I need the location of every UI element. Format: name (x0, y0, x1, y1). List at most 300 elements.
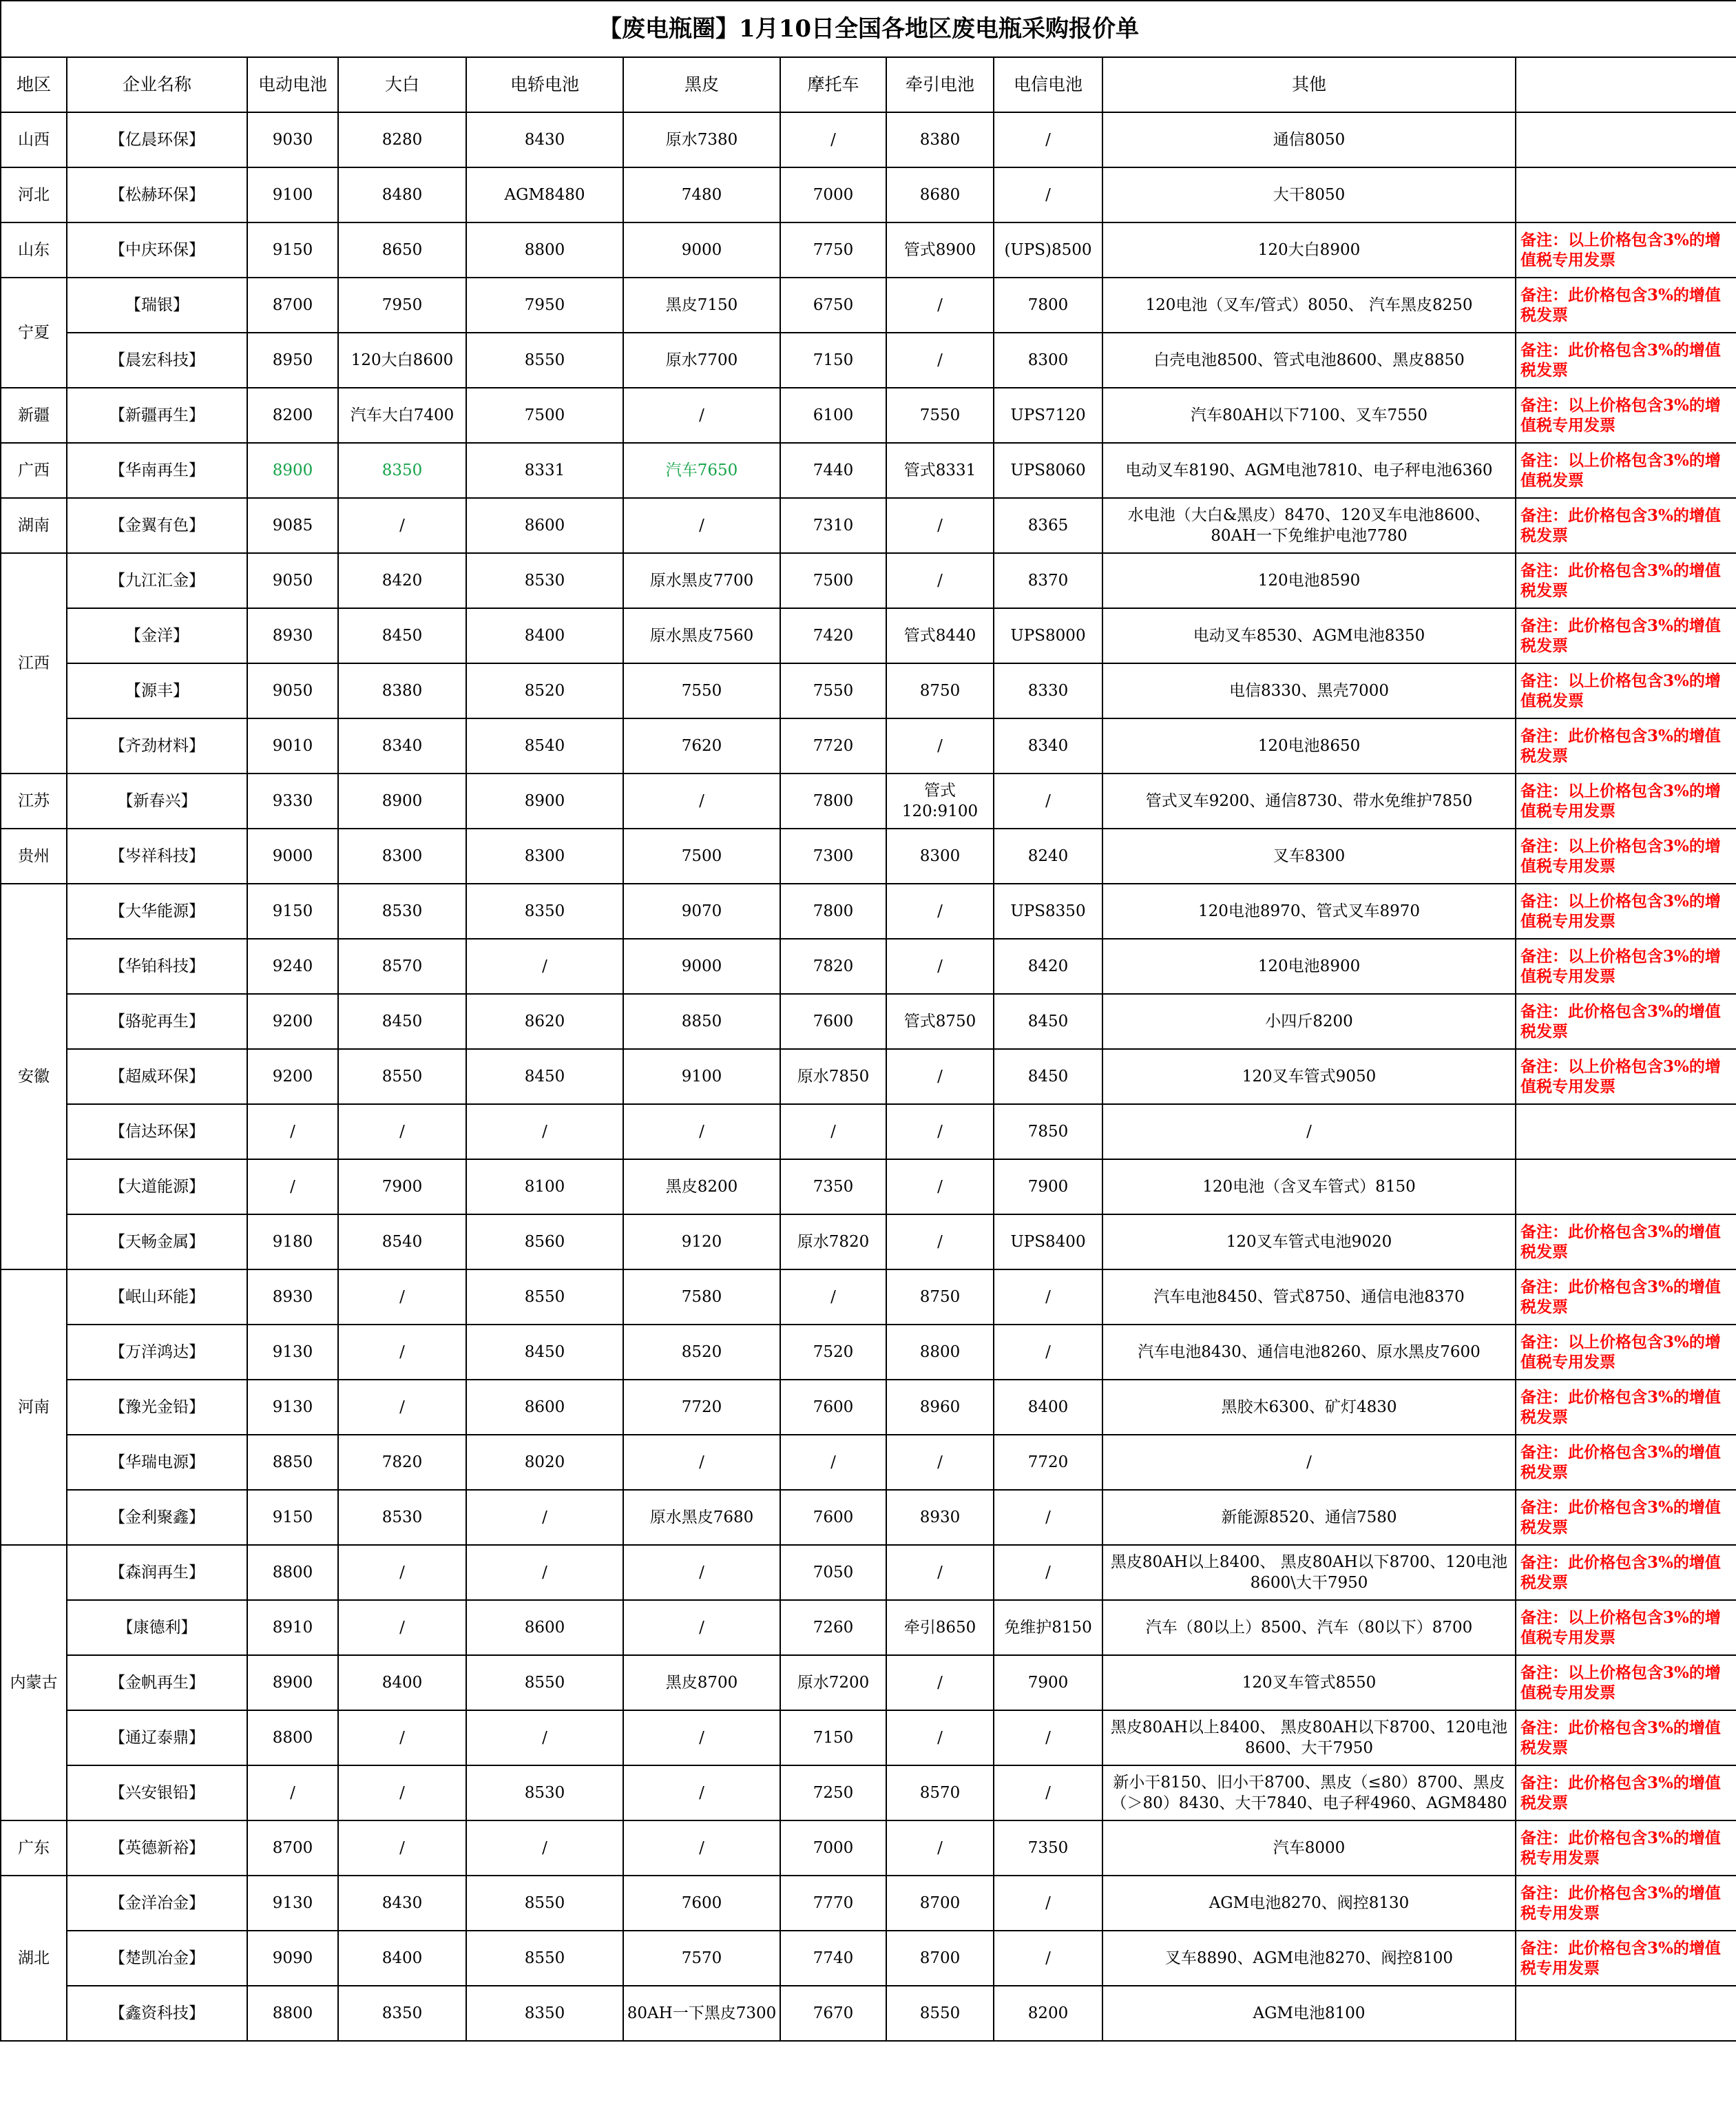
table-row (1, 884, 1736, 939)
cell-motorcycle: 原水7850 (780, 1049, 886, 1104)
cell-region: 湖北 (1, 1876, 67, 2041)
cell-motorcycle: 7600 (780, 1380, 886, 1435)
cell-car-battery: / (466, 1820, 623, 1876)
cell-motorcycle: 7550 (780, 663, 886, 718)
cell-ev-battery: 9150 (247, 884, 338, 939)
cell-note: 备注：以上价格包含3%的增值税专用发票 (1516, 1600, 1736, 1655)
cell-car-battery: 8560 (466, 1214, 623, 1269)
cell-motorcycle: 7050 (780, 1545, 886, 1600)
table-row (1, 1104, 1736, 1159)
cell-ev-battery: 9130 (247, 1380, 338, 1435)
header-heipi: 黑皮 (623, 57, 780, 112)
cell-heipi: 原水7700 (623, 333, 780, 388)
cell-telecom: / (994, 112, 1102, 167)
cell-car-battery: / (466, 1490, 623, 1545)
table-row (1, 278, 1736, 333)
table-row (1, 1931, 1736, 1986)
cell-other: 120电池8590 (1102, 553, 1516, 608)
cell-heipi: 7620 (623, 718, 780, 774)
cell-traction: / (886, 939, 994, 994)
cell-dabai: 8420 (338, 553, 466, 608)
header-telecom: 电信电池 (994, 57, 1102, 112)
cell-dabai: 8570 (338, 939, 466, 994)
cell-region: 湖南 (1, 498, 67, 553)
cell-note: 备注：此价格包含3%的增值税发票 (1516, 1545, 1736, 1600)
cell-other: 汽车8000 (1102, 1820, 1516, 1876)
cell-other: 汽车电池8450、管式8750、通信电池8370 (1102, 1269, 1516, 1325)
cell-note (1516, 1104, 1736, 1159)
cell-motorcycle: 7000 (780, 1820, 886, 1876)
table-row (1, 222, 1736, 278)
cell-note: 备注：此价格包含3%的增值税发票 (1516, 1214, 1736, 1269)
cell-telecom: / (994, 1765, 1102, 1820)
cell-note: 备注：以上价格包含3%的增值税专用发票 (1516, 1655, 1736, 1710)
table-row (1, 939, 1736, 994)
cell-telecom: 8200 (994, 1986, 1102, 2041)
cell-car-battery: 8600 (466, 1600, 623, 1655)
cell-other: 小四斤8200 (1102, 994, 1516, 1049)
table-row (1, 388, 1736, 443)
cell-company: 【晨宏科技】 (67, 333, 247, 388)
cell-traction: 8750 (886, 663, 994, 718)
cell-note: 备注：此价格包含3%的增值税专用发票 (1516, 1931, 1736, 1986)
cell-note: 备注：此价格包含3%的增值税发票 (1516, 333, 1736, 388)
cell-note: 备注：以上价格包含3%的增值税专用发票 (1516, 939, 1736, 994)
cell-ev-battery: 9130 (247, 1876, 338, 1931)
cell-other: 汽车80AH以下7100、叉车7550 (1102, 388, 1516, 443)
cell-dabai: 8550 (338, 1049, 466, 1104)
cell-traction: / (886, 1545, 994, 1600)
cell-ev-battery: 9085 (247, 498, 338, 553)
cell-motorcycle: 7250 (780, 1765, 886, 1820)
cell-car-battery: / (466, 939, 623, 994)
table-row (1, 1049, 1736, 1104)
cell-dabai: 8400 (338, 1655, 466, 1710)
cell-telecom: / (994, 1269, 1102, 1325)
cell-company: 【亿晨环保】 (67, 112, 247, 167)
cell-car-battery: 8350 (466, 1986, 623, 2041)
cell-car-battery: 8550 (466, 1931, 623, 1986)
cell-region: 新疆 (1, 388, 67, 443)
cell-car-battery: 7950 (466, 278, 623, 333)
cell-other: 电动叉车8190、AGM电池7810、电子秤电池6360 (1102, 443, 1516, 498)
cell-ev-battery: 8800 (247, 1710, 338, 1765)
cell-heipi: 7600 (623, 1876, 780, 1931)
cell-car-battery: 8450 (466, 1049, 623, 1104)
cell-company: 【金帆再生】 (67, 1655, 247, 1710)
table-row (1, 1876, 1736, 1931)
cell-traction: / (886, 1435, 994, 1490)
cell-heipi: 9120 (623, 1214, 780, 1269)
table-row (1, 167, 1736, 222)
cell-note: 备注：以上价格包含3%的增值税专用发票 (1516, 222, 1736, 278)
table-row (1, 333, 1736, 388)
cell-motorcycle: 6750 (780, 278, 886, 333)
cell-heipi: 原水黑皮7700 (623, 553, 780, 608)
cell-other: 新小干8150、旧小干8700、黑皮（≤80）8700、黑皮（＞80）8430、大干7840、电子秤4960、AGM8480 (1102, 1765, 1516, 1820)
cell-motorcycle: 原水7820 (780, 1214, 886, 1269)
cell-telecom: UPS7120 (994, 388, 1102, 443)
cell-car-battery: AGM8480 (466, 167, 623, 222)
cell-telecom: UPS8000 (994, 608, 1102, 663)
cell-ev-battery: 9010 (247, 718, 338, 774)
cell-ev-battery: 8200 (247, 388, 338, 443)
cell-note: 备注：此价格包含3%的增值税发票 (1516, 1710, 1736, 1765)
cell-note: 备注：此价格包含3%的增值税发票 (1516, 1435, 1736, 1490)
cell-note: 备注：此价格包含3%的增值税发票 (1516, 1490, 1736, 1545)
cell-heipi: 8850 (623, 994, 780, 1049)
cell-dabai: / (338, 1600, 466, 1655)
cell-car-battery: 8020 (466, 1435, 623, 1490)
cell-telecom: 7850 (994, 1104, 1102, 1159)
cell-telecom: UPS8060 (994, 443, 1102, 498)
cell-company: 【豫光金铅】 (67, 1380, 247, 1435)
cell-traction: 8300 (886, 829, 994, 884)
cell-traction: 8570 (886, 1765, 994, 1820)
cell-note: 备注：以上价格包含3%的增值税专用发票 (1516, 774, 1736, 829)
cell-note: 备注：此价格包含3%的增值税发票 (1516, 1380, 1736, 1435)
cell-motorcycle: 7150 (780, 1710, 886, 1765)
cell-dabai: 8400 (338, 1931, 466, 1986)
cell-telecom: (UPS)8500 (994, 222, 1102, 278)
cell-ev-battery: 9240 (247, 939, 338, 994)
cell-heipi: 原水黑皮7560 (623, 608, 780, 663)
cell-dabai: / (338, 1710, 466, 1765)
cell-heipi: 7570 (623, 1931, 780, 1986)
cell-car-battery: 8400 (466, 608, 623, 663)
cell-company: 【信达环保】 (67, 1104, 247, 1159)
cell-other: AGM电池8270、阀控8130 (1102, 1876, 1516, 1931)
cell-dabai: 8340 (338, 718, 466, 774)
table-row (1, 1820, 1736, 1876)
cell-car-battery: 8550 (466, 1876, 623, 1931)
cell-note (1516, 167, 1736, 222)
cell-ev-battery: 8950 (247, 333, 338, 388)
cell-dabai: 8530 (338, 1490, 466, 1545)
cell-note (1516, 1986, 1736, 2041)
header-car-battery: 电轿电池 (466, 57, 623, 112)
cell-traction: / (886, 1159, 994, 1214)
cell-company: 【齐劲材料】 (67, 718, 247, 774)
table-row (1, 994, 1736, 1049)
cell-region: 广东 (1, 1820, 67, 1876)
cell-dabai: 8350 (338, 1986, 466, 2041)
cell-traction: / (886, 498, 994, 553)
cell-dabai: 8450 (338, 608, 466, 663)
cell-ev-battery: 8800 (247, 1986, 338, 2041)
cell-company: 【通辽泰鼎】 (67, 1710, 247, 1765)
cell-other: 120电池8650 (1102, 718, 1516, 774)
cell-motorcycle: 7350 (780, 1159, 886, 1214)
cell-dabai: / (338, 1269, 466, 1325)
cell-ev-battery: 9030 (247, 112, 338, 167)
cell-other: AGM电池8100 (1102, 1986, 1516, 2041)
cell-heipi: 80AH一下黑皮7300 (623, 1986, 780, 2041)
cell-traction: / (886, 333, 994, 388)
cell-car-battery: 8530 (466, 553, 623, 608)
header-dabai: 大白 (338, 57, 466, 112)
cell-car-battery: 8430 (466, 112, 623, 167)
cell-car-battery: 8331 (466, 443, 623, 498)
cell-telecom: 8365 (994, 498, 1102, 553)
cell-dabai: / (338, 1380, 466, 1435)
cell-company: 【九江汇金】 (67, 553, 247, 608)
cell-ev-battery: 9090 (247, 1931, 338, 1986)
table-row (1, 1765, 1736, 1820)
cell-region: 宁夏 (1, 278, 67, 388)
cell-traction: / (886, 1710, 994, 1765)
cell-ev-battery: 8850 (247, 1435, 338, 1490)
cell-car-battery: 8550 (466, 333, 623, 388)
table-row (1, 1214, 1736, 1269)
cell-region: 安徽 (1, 884, 67, 1269)
cell-heipi: 9070 (623, 884, 780, 939)
cell-car-battery: 8100 (466, 1159, 623, 1214)
cell-heipi: / (623, 1600, 780, 1655)
cell-company: 【金利聚鑫】 (67, 1490, 247, 1545)
cell-traction: 8960 (886, 1380, 994, 1435)
header-company: 企业名称 (67, 57, 247, 112)
header-motorcycle: 摩托车 (780, 57, 886, 112)
cell-heipi: / (623, 774, 780, 829)
cell-traction: / (886, 1104, 994, 1159)
cell-car-battery: 8600 (466, 498, 623, 553)
cell-telecom: / (994, 1545, 1102, 1600)
cell-company: 【骆驼再生】 (67, 994, 247, 1049)
cell-ev-battery: / (247, 1765, 338, 1820)
cell-company: 【中庆环保】 (67, 222, 247, 278)
cell-traction: / (886, 884, 994, 939)
cell-company: 【大华能源】 (67, 884, 247, 939)
cell-region: 内蒙古 (1, 1545, 67, 1820)
cell-ev-battery: 8930 (247, 1269, 338, 1325)
cell-telecom: 8400 (994, 1380, 1102, 1435)
cell-other: 黑皮80AH以上8400、 黑皮80AH以下8700、120电池8600\大干7950 (1102, 1545, 1516, 1600)
cell-other: 新能源8520、通信7580 (1102, 1490, 1516, 1545)
cell-ev-battery: 9130 (247, 1325, 338, 1380)
cell-telecom: 7900 (994, 1159, 1102, 1214)
table-row (1, 1986, 1736, 2041)
cell-dabai: / (338, 498, 466, 553)
cell-company: 【金洋冶金】 (67, 1876, 247, 1931)
cell-dabai: 120大白8600 (338, 333, 466, 388)
cell-traction: 8550 (886, 1986, 994, 2041)
cell-car-battery: 8530 (466, 1765, 623, 1820)
cell-ev-battery: 9150 (247, 1490, 338, 1545)
cell-company: 【万洋鸿达】 (67, 1325, 247, 1380)
cell-other: 白壳电池8500、管式电池8600、黑皮8850 (1102, 333, 1516, 388)
cell-ev-battery: 9330 (247, 774, 338, 829)
cell-heipi: / (623, 388, 780, 443)
cell-note: 备注：以上价格包含3%的增值税专用发票 (1516, 884, 1736, 939)
cell-telecom: 8240 (994, 829, 1102, 884)
cell-heipi: 9000 (623, 222, 780, 278)
cell-other: 叉车8890、AGM电池8270、阀控8100 (1102, 1931, 1516, 1986)
cell-motorcycle: 7600 (780, 1490, 886, 1545)
table-row (1, 1435, 1736, 1490)
cell-other: 120叉车管式电池9020 (1102, 1214, 1516, 1269)
cell-note: 备注：此价格包含3%的增值税发票 (1516, 1765, 1736, 1820)
cell-note: 备注：此价格包含3%的增值税发票 (1516, 278, 1736, 333)
table-row (1, 608, 1736, 663)
cell-region: 广西 (1, 443, 67, 498)
cell-traction: / (886, 1655, 994, 1710)
cell-ev-battery: 8700 (247, 1820, 338, 1876)
cell-company: 【新疆再生】 (67, 388, 247, 443)
cell-car-battery: 8450 (466, 1325, 623, 1380)
cell-ev-battery: 9050 (247, 553, 338, 608)
cell-note: 备注：以上价格包含3%的增值税专用发票 (1516, 1049, 1736, 1104)
cell-traction: 管式8900 (886, 222, 994, 278)
cell-dabai: / (338, 1545, 466, 1600)
cell-heipi: 黑皮8700 (623, 1655, 780, 1710)
cell-heipi: / (623, 1820, 780, 1876)
table-row (1, 498, 1736, 553)
cell-telecom: 7900 (994, 1655, 1102, 1710)
cell-motorcycle: 7150 (780, 333, 886, 388)
cell-other: 通信8050 (1102, 112, 1516, 167)
cell-note: 备注：此价格包含3%的增值税发票 (1516, 498, 1736, 553)
table-row (1, 663, 1736, 718)
cell-telecom: 7720 (994, 1435, 1102, 1490)
cell-heipi: / (623, 1545, 780, 1600)
cell-note (1516, 112, 1736, 167)
cell-heipi: 汽车7650 (623, 443, 780, 498)
table-row (1, 774, 1736, 829)
header-ev-battery: 电动电池 (247, 57, 338, 112)
cell-note: 备注：此价格包含3%的增值税发票 (1516, 553, 1736, 608)
cell-dabai: / (338, 1104, 466, 1159)
cell-motorcycle: 7670 (780, 1986, 886, 2041)
cell-telecom: 8450 (994, 994, 1102, 1049)
cell-company: 【天畅金属】 (67, 1214, 247, 1269)
cell-telecom: 8330 (994, 663, 1102, 718)
table-title: 【废电瓶圈】1月10日全国各地区废电瓶采购报价单 (1, 1, 1736, 57)
cell-company: 【金翼有色】 (67, 498, 247, 553)
cell-heipi: 原水7380 (623, 112, 780, 167)
cell-telecom: 7800 (994, 278, 1102, 333)
cell-company: 【大道能源】 (67, 1159, 247, 1214)
cell-ev-battery: 9180 (247, 1214, 338, 1269)
cell-traction: 8750 (886, 1269, 994, 1325)
cell-heipi: 9000 (623, 939, 780, 994)
cell-motorcycle: 7440 (780, 443, 886, 498)
cell-telecom: 8420 (994, 939, 1102, 994)
table-row (1, 1159, 1736, 1214)
cell-car-battery: 8350 (466, 884, 623, 939)
cell-dabai: / (338, 1820, 466, 1876)
cell-car-battery: 8550 (466, 1655, 623, 1710)
cell-ev-battery: 9200 (247, 1049, 338, 1104)
cell-note: 备注：此价格包含3%的增值税发票 (1516, 1269, 1736, 1325)
cell-ev-battery: 9100 (247, 167, 338, 222)
cell-heipi: 7550 (623, 663, 780, 718)
cell-company: 【华南再生】 (67, 443, 247, 498)
table-row (1, 1490, 1736, 1545)
cell-telecom: UPS8400 (994, 1214, 1102, 1269)
cell-car-battery: 8540 (466, 718, 623, 774)
cell-company: 【源丰】 (67, 663, 247, 718)
cell-company: 【华瑞电源】 (67, 1435, 247, 1490)
cell-other: 电信8330、黑壳7000 (1102, 663, 1516, 718)
cell-ev-battery: 8700 (247, 278, 338, 333)
cell-dabai: 7950 (338, 278, 466, 333)
cell-car-battery: / (466, 1545, 623, 1600)
cell-dabai: 8380 (338, 663, 466, 718)
cell-other: 120电池（叉车/管式）8050、 汽车黑皮8250 (1102, 278, 1516, 333)
cell-company: 【华铂科技】 (67, 939, 247, 994)
cell-car-battery: / (466, 1710, 623, 1765)
header-row (1, 57, 1736, 112)
cell-region: 贵州 (1, 829, 67, 884)
cell-motorcycle: 7500 (780, 553, 886, 608)
cell-dabai: 8540 (338, 1214, 466, 1269)
cell-heipi: 7480 (623, 167, 780, 222)
cell-region: 河南 (1, 1269, 67, 1545)
cell-note: 备注：以上价格包含3%的增值税发票 (1516, 663, 1736, 718)
table-row (1, 1655, 1736, 1710)
cell-ev-battery: 8900 (247, 443, 338, 498)
cell-other: 120电池8970、管式叉车8970 (1102, 884, 1516, 939)
cell-other: 大干8050 (1102, 167, 1516, 222)
cell-traction: 8700 (886, 1931, 994, 1986)
cell-other: 管式叉车9200、通信8730、带水免维护7850 (1102, 774, 1516, 829)
cell-note: 备注：此价格包含3%的增值税专用发票 (1516, 1820, 1736, 1876)
header-other: 其他 (1102, 57, 1516, 112)
cell-region: 江西 (1, 553, 67, 774)
table-row (1, 829, 1736, 884)
table-row (1, 1545, 1736, 1600)
cell-other: 水电池（大白&黑皮）8470、120叉车电池8600、80AH一下免维护电池7780 (1102, 498, 1516, 553)
cell-motorcycle: / (780, 1435, 886, 1490)
cell-dabai: / (338, 1325, 466, 1380)
cell-traction: / (886, 1820, 994, 1876)
cell-company: 【超威环保】 (67, 1049, 247, 1104)
cell-motorcycle: 7800 (780, 774, 886, 829)
cell-traction: / (886, 1049, 994, 1104)
cell-ev-battery: 9200 (247, 994, 338, 1049)
cell-telecom: / (994, 1325, 1102, 1380)
cell-ev-battery: 8800 (247, 1545, 338, 1600)
header-note (1516, 57, 1736, 112)
cell-motorcycle: 7420 (780, 608, 886, 663)
cell-traction: 管式8440 (886, 608, 994, 663)
cell-heipi: 8520 (623, 1325, 780, 1380)
table-row (1, 443, 1736, 498)
cell-motorcycle: 7820 (780, 939, 886, 994)
cell-telecom: / (994, 1876, 1102, 1931)
cell-note: 备注：此价格包含3%的增值税发票 (1516, 994, 1736, 1049)
cell-other: 叉车8300 (1102, 829, 1516, 884)
cell-telecom: 7350 (994, 1820, 1102, 1876)
cell-company: 【岷山环能】 (67, 1269, 247, 1325)
cell-note (1516, 1159, 1736, 1214)
cell-company: 【兴安银铅】 (67, 1765, 247, 1820)
cell-heipi: 7580 (623, 1269, 780, 1325)
cell-car-battery: 8620 (466, 994, 623, 1049)
cell-ev-battery: 9000 (247, 829, 338, 884)
cell-car-battery: 7500 (466, 388, 623, 443)
table-row (1, 112, 1736, 167)
cell-heipi: 黑皮8200 (623, 1159, 780, 1214)
cell-dabai: 7820 (338, 1435, 466, 1490)
cell-car-battery: 8900 (466, 774, 623, 829)
cell-dabai: 8650 (338, 222, 466, 278)
cell-other: 120电池（含叉车管式）8150 (1102, 1159, 1516, 1214)
cell-ev-battery: 8930 (247, 608, 338, 663)
table-row (1, 718, 1736, 774)
cell-other: 汽车（80以上）8500、汽车（80以下）8700 (1102, 1600, 1516, 1655)
